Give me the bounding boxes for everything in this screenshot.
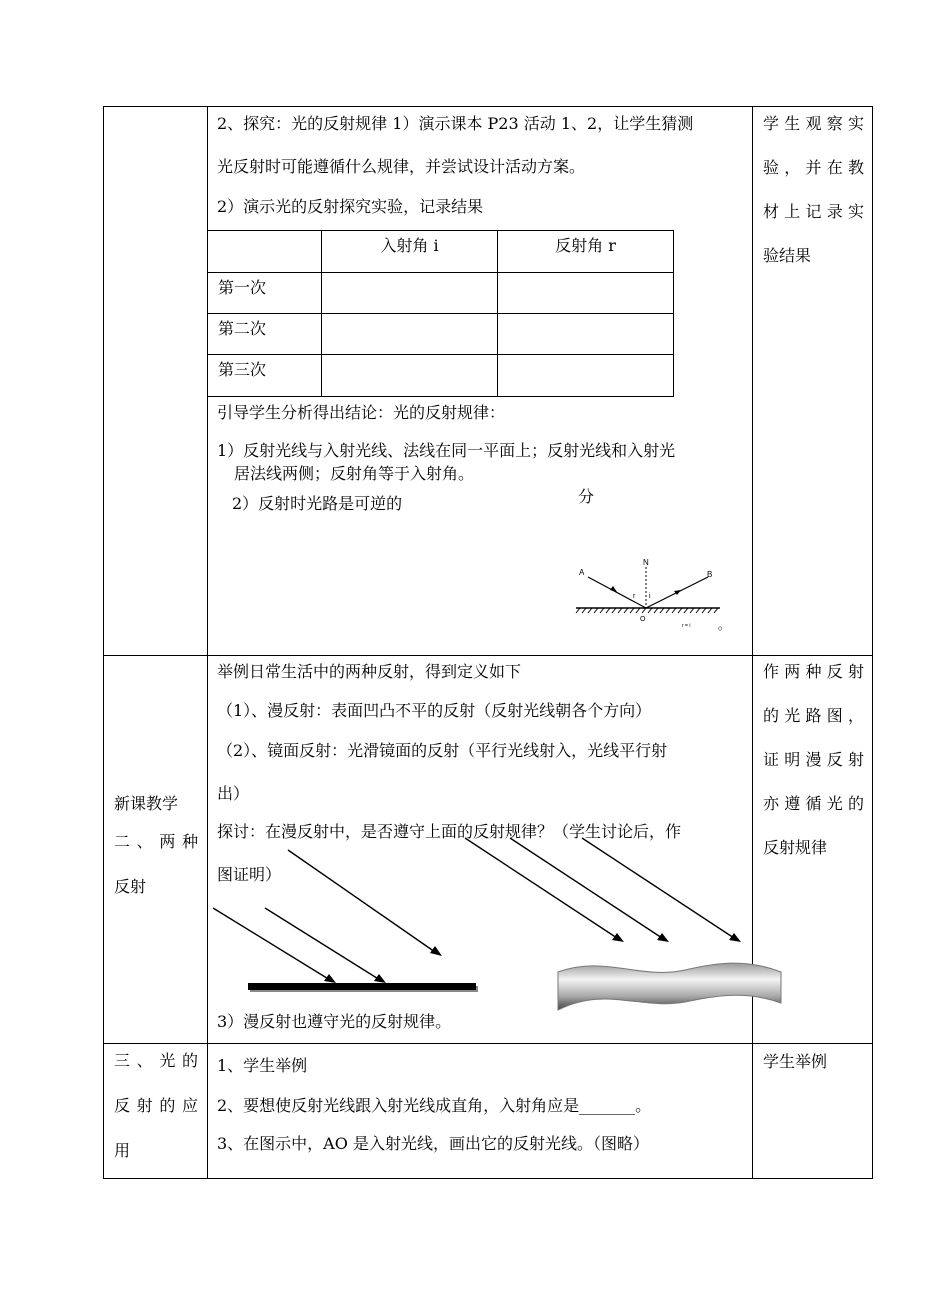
s2-line1: 举例日常生活中的两种反射，得到定义如下: [217, 662, 522, 681]
s1-line1: 2、探究：光的反射规律 1）演示课本 P23 活动 1、2，让学生猜测: [217, 114, 694, 133]
s2-right-line: 作 两 种 反 射: [763, 662, 864, 681]
s3-left-line: 用: [114, 1141, 131, 1160]
record-row-label: 第三次: [218, 360, 267, 379]
mirror-reflection-illustration: [208, 835, 488, 1000]
reflection-law-diagram: [570, 555, 745, 635]
s1-line2: 光反射时可能遵循什么规律，并尝试设计活动方案。: [217, 157, 586, 176]
record-table-line: [208, 272, 674, 273]
record-table-line: [208, 313, 674, 314]
s3-line2: 2、要想使反射光线跟入射光线成直角，入射角应是_______。: [217, 1096, 652, 1115]
s1-rule1-b: 居法线两侧；反射角等于入射角。: [234, 464, 475, 483]
s2-right-line: 的 光 路 图 ，: [763, 706, 864, 725]
s1-rule1-c: 分: [578, 487, 595, 506]
row-divider-1: [103, 655, 873, 656]
s2-right-line: 反射规律: [763, 838, 828, 857]
record-row-label: 第一次: [218, 278, 267, 297]
s1-conclusion-intro: 引导学生分析得出结论：光的反射规律：: [217, 403, 506, 422]
col-divider-1: [207, 106, 208, 1179]
diagram-label-r: r: [633, 593, 636, 600]
table-left-border: [103, 106, 104, 1179]
s2-line4: 出）: [217, 784, 250, 803]
s1-right-line: 学 生 观 察 实: [763, 114, 864, 133]
record-row-label: 第二次: [218, 319, 267, 338]
s2-line2: （1）、漫反射：表面凹凸不平的反射（反射光线朝各个方向）: [217, 701, 652, 720]
col-divider-2: [752, 106, 753, 1179]
s3-right-line: 学生举例: [763, 1052, 828, 1071]
record-table-line: [208, 354, 674, 355]
s2-right-line: 证 明 漫 反 射: [763, 750, 864, 769]
s2-right-line: 亦 遵 循 光 的: [763, 794, 864, 813]
s3-line1: 1、学生举例: [217, 1056, 308, 1075]
row-divider-2: [103, 1043, 873, 1044]
s3-line3: 3、在图示中，AO 是入射光线，画出它的反射光线。（图略）: [217, 1134, 649, 1153]
diffuse-reflection-illustration: [455, 830, 785, 1015]
record-header-incident: 入射角 i: [380, 236, 439, 255]
diagram-label-b: B: [707, 570, 713, 579]
table-bottom-border: [103, 1178, 873, 1179]
s1-right-line: 材 上 记 录 实: [763, 202, 864, 221]
s2-left-line: 反射: [114, 877, 147, 896]
diagram-label-o: O: [640, 616, 646, 623]
record-table-line: [208, 396, 674, 397]
s2-line3: （2）、镜面反射：光滑镜面的反射（平行光线射入，光线平行射: [217, 741, 668, 760]
s3-left-line: 三 、 光 的: [114, 1051, 198, 1070]
s1-right-line: 验结果: [763, 246, 812, 265]
record-table-line: [208, 230, 674, 231]
s1-right-line: 验 ， 并 在 教: [763, 158, 864, 177]
s3-left-line: 反 射 的 应: [114, 1096, 198, 1115]
record-header-reflect: 反射角 r: [555, 236, 616, 255]
s1-line3: 2）演示光的反射探究实验，记录结果: [217, 197, 484, 216]
diagram-end-mark: 。: [718, 618, 731, 632]
s2-line7: 3）漫反射也遵守光的反射规律。: [217, 1012, 452, 1031]
diagram-label-i: i: [649, 593, 651, 600]
table-right-border: [872, 106, 873, 1179]
s1-rule1-a: 1）反射光线与入射光线、法线在同一平面上；反射光线和入射光: [217, 441, 676, 460]
s1-rule2: 2）反射时光路是可逆的: [232, 494, 403, 513]
s2-line6: 图证明）: [217, 865, 282, 884]
record-table-line: [673, 230, 674, 397]
diagram-label-a: A: [579, 568, 585, 577]
table-top-border: [103, 106, 873, 107]
diagram-small-label: r = i: [682, 623, 691, 629]
s2-line5: 探讨：在漫反射中，是否遵守上面的反射规律？（学生讨论后，作: [217, 822, 682, 841]
diagram-label-n: N: [643, 558, 649, 567]
s2-left-line: 二 、 两 种: [114, 832, 198, 851]
s2-left-line: 新课教学: [114, 794, 179, 813]
